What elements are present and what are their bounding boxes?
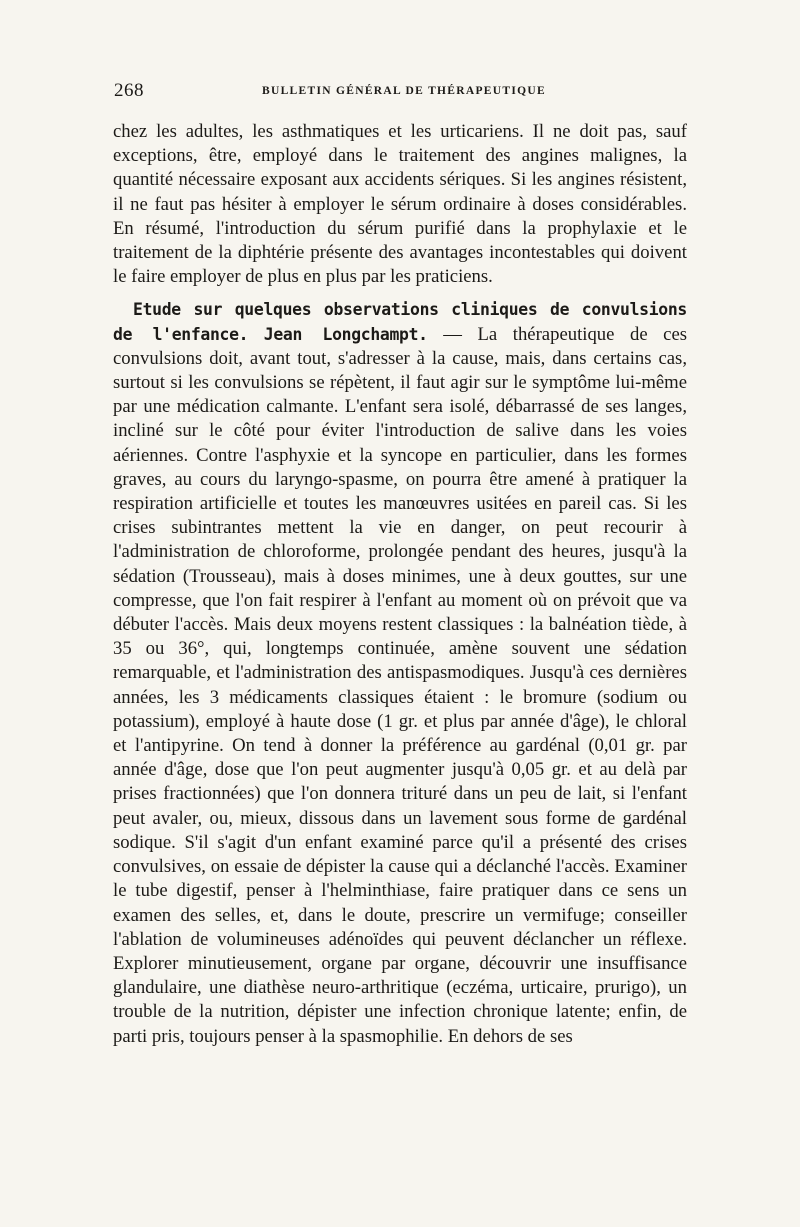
page-header bbox=[114, 80, 686, 104]
article-title: Etude sur quelques observations cliniques de convulsions de l'enfance. bbox=[113, 300, 687, 344]
page-number: 268 bbox=[114, 80, 144, 101]
paragraph-continuation: chez les adultes, les asthmatiques et les urticariens. Il ne doit pas, sauf exceptions, être, employé dans le traitement des angines malignes, la quantité nécessaire exposant aux accidents sériques. Si les angines résistent, il ne faut pas hésiter à employer le sérum ordinaire à doses considérables. En résumé, l'introduction du sérum purifié dans la prophylaxie et le traitement de la diphtérie présente des avantages incontestables qui doivent le faire employer de plus en plus par les praticiens. bbox=[113, 121, 687, 288]
page-body bbox=[113, 120, 687, 1049]
article-author: Jean Longchampt. bbox=[263, 324, 428, 344]
running-title: BULLETIN GÉNÉRAL DE THÉRAPEUTIQUE bbox=[262, 85, 546, 97]
abstract-text: — La thérapeutique de ces convulsions doit, avant tout, s'adresser à la cause, mais, dans certains cas, surtout si les convulsions se répètent, il faut agir sur le symptôme lui-même par une médication calmante. L'enfant sera isolé, débarrassé de ses langes, incliné sur le côté pour éviter l'introduction de salive dans les voies aériennes. Contre l'asphyxie et la syncope en particulier, dans les formes graves, au cours du laryngo-spasme, on pourra être amené à pratiquer la respiration artificielle et toutes les manœuvres usitées en pareil cas. Si les crises subintrantes mettent la vie en danger, on peut recourir à l'administration de chloroforme, prolongée pendant des heures, jusqu'à la sédation (Trousseau), mais à doses minimes, une à deux gouttes, sur une compresse, que l'on fait respirer à l'enfant au moment où on prévoit que va débuter l'accès. Mais deux moyens restent classiques : la balnéation tiède, à 35 ou 36°, qui, longtemps continuée, amène souvent une sédation remarquable, et l'administration des antispasmodiques. Jusqu'à ces dernières années, les 3 médicaments classiques étaient : le bromure (sodium ou potassium), employé à haute dose (1 gr. et plus par année d'âge), le chloral et l'antipyrine. On tend à donner la préférence au gardénal (0,01 gr. par année d'âge, dose que l'on peut augmenter jusqu'à 0,05 gr. et au delà par prises fractionnées) que l'on donnera trituré dans un peu de lait, si l'enfant peut avaler, ou, mieux, dissous dans un lavement sous forme de gardénal sodique. S'il s'agit d'un enfant examiné parce qu'il a présenté des crises convulsives, on essaie de dépister la cause qui a déclanché l'accès. Examiner le tube digestif, penser à l'helminthiase, faire pratiquer dans ce sens un examen des selles, et, dans le doute, prescrire un vermifuge; conseiller l'ablation de volumineuses adénoïdes qui peuvent déclancher un réflexe. Explorer minutieusement, organe par organe, découvrir une insuffisance glandulaire, une diathèse neuro-arthritique (eczéma, urticaire, prurigo), un trouble de la nutrition, dépister une infection chronique latente; enfin, de parti pris, toujours penser à la spasmophilie. En dehors de ses bbox=[113, 323, 688, 1047]
paragraph-abstract bbox=[113, 298, 687, 1048]
